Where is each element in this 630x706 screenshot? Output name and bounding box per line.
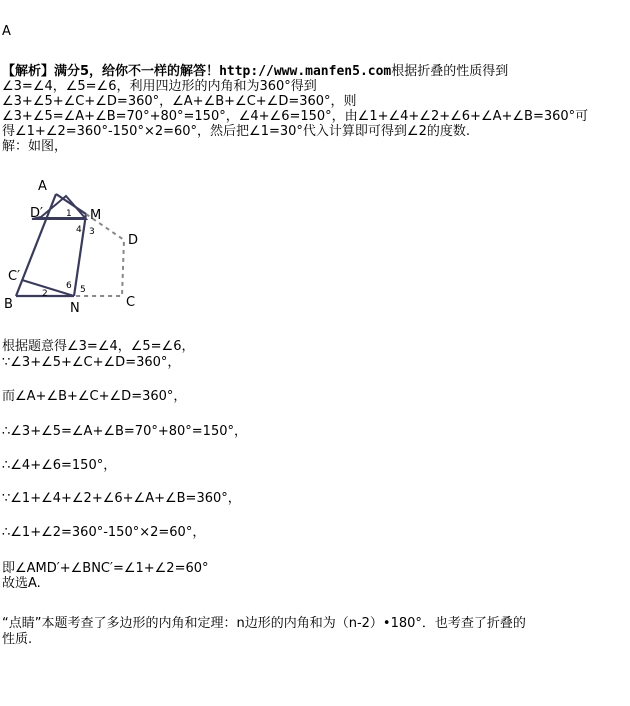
label-N: N (70, 301, 80, 316)
analysis-tag: 【解析】 (2, 64, 55, 79)
label-D-prime: D′ (30, 206, 43, 221)
solution-line-8: 即∠AMD′+∠BNC′=∠1+∠2=60° (2, 561, 209, 576)
angle-label-5: 5 (80, 285, 86, 295)
analysis-header (2, 64, 508, 79)
analysis-line-4: ∠3+∠5=∠A+∠B=70°+80°=150°，∠4+∠6=150°，由∠1+∠4+∠2+∠6+∠A+∠B=360°可 (2, 109, 589, 124)
solution-line-5: ∴∠4+∠6=150°， (2, 458, 117, 473)
folded-quadrilateral-figure (0, 170, 180, 320)
analysis-line-3: ∠3+∠5+∠C+∠D=360°，∠A+∠B+∠C+∠D=360°，则 (2, 94, 357, 109)
comment-line-2: 性质. (2, 632, 33, 647)
angle-label-6: 6 (66, 281, 72, 291)
analysis-url[interactable]: http://www.manfen5.com (219, 64, 392, 79)
label-M: M (90, 208, 102, 223)
solution-line-3: 而∠A+∠B+∠C+∠D=360°， (2, 389, 187, 404)
analysis-promo: 满分5，给你不一样的解答！ (54, 64, 220, 79)
solution-line-4: ∴∠3+∠5=∠A+∠B=70°+80°=150°， (2, 424, 247, 439)
solution-line-9: 故选A. (2, 576, 41, 591)
solution-line-6: ∵∠1+∠4+∠2+∠6+∠A+∠B=360°， (2, 491, 241, 506)
answer-letter: A (2, 24, 11, 39)
solution-line-1: 根据题意得∠3=∠4，∠5=∠6， (2, 339, 195, 354)
angle-label-3: 3 (89, 227, 95, 237)
angle-label-4: 4 (76, 225, 82, 235)
analysis-line-2: ∠3=∠4，∠5=∠6，利用四边形的内角和为360°得到 (2, 79, 317, 94)
label-D: D (128, 233, 139, 248)
comment-line-1: “点睛”本题考查了多边形的内角和定理：n边形的内角和为（n-2）•180°．也考查了折叠的 (2, 616, 526, 631)
label-C-prime: C′ (8, 269, 21, 284)
analysis-line1-tail: 根据折叠的性质得到 (391, 64, 509, 79)
label-B: B (4, 297, 13, 312)
label-A: A (38, 179, 47, 194)
angle-label-2: 2 (42, 289, 48, 299)
analysis-line-5: 得∠1+∠2=360°-150°×2=60°，然后把∠1=30°代入计算即可得到∠2的度数. (2, 124, 470, 139)
solution-line-2: ∵∠3+∠5+∠C+∠D=360°， (2, 355, 181, 370)
analysis-line-6: 解：如图， (2, 139, 68, 154)
label-C: C (126, 295, 136, 310)
solution-line-7: ∴∠1+∠2=360°-150°×2=60°， (2, 525, 206, 540)
angle-label-1: 1 (66, 209, 72, 219)
